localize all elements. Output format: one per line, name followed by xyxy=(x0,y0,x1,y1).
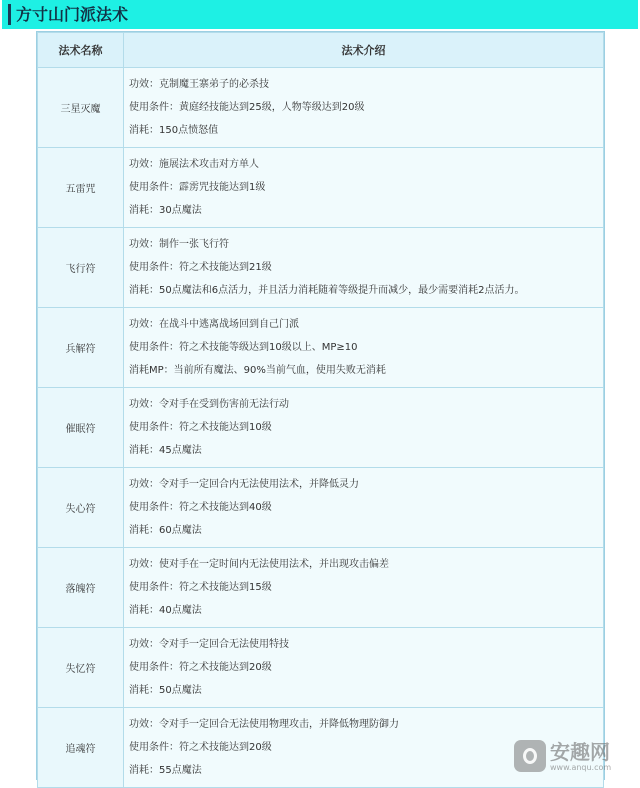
column-header-name: 法术名称 xyxy=(38,33,124,68)
spell-cost: 消耗：55点魔法 xyxy=(129,765,202,776)
spell-effect: 功效：克制魔王寨弟子的必杀技 xyxy=(129,79,269,90)
column-header-description: 法术介绍 xyxy=(124,33,604,68)
watermark-logo-icon xyxy=(514,740,546,772)
table-row xyxy=(38,628,604,708)
section-title-bar xyxy=(2,0,638,29)
spell-name: 失心符 xyxy=(38,468,124,548)
spell-cost: 消耗：60点魔法 xyxy=(129,525,202,536)
spell-requirement: 使用条件：符之术技能达到21级 xyxy=(129,262,272,273)
spell-cost: 消耗：45点魔法 xyxy=(129,445,202,456)
table-row xyxy=(38,388,604,468)
spell-requirement: 使用条件：霹雳咒技能达到1级 xyxy=(129,182,266,193)
page-title: 方寸山门派法术 xyxy=(16,5,129,24)
watermark-url: www.anqu.com xyxy=(550,763,612,772)
table-row xyxy=(38,68,604,148)
spell-name: 飞行符 xyxy=(38,228,124,308)
spell-name: 三星灭魔 xyxy=(38,68,124,148)
spell-name: 五雷咒 xyxy=(38,148,124,228)
spell-description xyxy=(124,388,604,468)
spell-requirement: 使用条件：符之术技能达到15级 xyxy=(129,582,272,593)
spell-requirement: 使用条件：符之术技能达到40级 xyxy=(129,502,272,513)
spell-requirement: 使用条件：符之术技能达到20级 xyxy=(129,662,272,673)
spell-description xyxy=(124,228,604,308)
table-row xyxy=(38,228,604,308)
spell-cost: 消耗MP：当前所有魔法、90%当前气血，使用失败无消耗 xyxy=(129,365,386,376)
spell-effect: 功效：在战斗中逃离战场回到自己门派 xyxy=(129,319,299,330)
spell-name: 落魄符 xyxy=(38,548,124,628)
spell-requirement: 使用条件：符之术技能达到20级 xyxy=(129,742,272,753)
spell-requirement: 使用条件：符之术技能达到10级 xyxy=(129,422,272,433)
spell-cost: 消耗：50点魔法和6点活力，并且活力消耗随着等级提升而减少，最少需要消耗2点活力。 xyxy=(129,285,525,296)
table-row xyxy=(38,548,604,628)
spell-table-container xyxy=(36,31,605,780)
table-row xyxy=(38,468,604,548)
spell-effect: 功效：施展法术攻击对方单人 xyxy=(129,159,259,170)
spell-description xyxy=(124,628,604,708)
spell-description xyxy=(124,468,604,548)
table-row xyxy=(38,308,604,388)
spell-description xyxy=(124,548,604,628)
spell-description xyxy=(124,68,604,148)
watermark-text: 安趣网 xyxy=(550,740,610,764)
spell-effect: 功效：使对手在一定时间内无法使用法术，并出现攻击偏差 xyxy=(129,559,389,570)
spell-table xyxy=(37,32,604,788)
spell-effect: 功效：制作一张飞行符 xyxy=(129,239,229,250)
spell-cost: 消耗：50点魔法 xyxy=(129,685,202,696)
spell-requirement: 使用条件：符之术技能等级达到10级以上、MP≥10 xyxy=(129,342,358,353)
spell-requirement: 使用条件：黄庭经技能达到25级，人物等级达到20级 xyxy=(129,102,365,113)
spell-name: 失忆符 xyxy=(38,628,124,708)
spell-effect: 功效：令对手一定回合无法使用特技 xyxy=(129,639,289,650)
spell-name: 追魂符 xyxy=(38,708,124,788)
title-accent-bar xyxy=(8,4,11,25)
spell-cost: 消耗：40点魔法 xyxy=(129,605,202,616)
spell-description xyxy=(124,308,604,388)
watermark-logo xyxy=(514,740,634,774)
spell-name: 催眠符 xyxy=(38,388,124,468)
spell-cost: 消耗：30点魔法 xyxy=(129,205,202,216)
spell-cost: 消耗：150点愤怒值 xyxy=(129,125,219,136)
spell-name: 兵解符 xyxy=(38,308,124,388)
spell-effect: 功效：令对手一定回合无法使用物理攻击，并降低物理防御力 xyxy=(129,719,399,730)
table-row xyxy=(38,148,604,228)
spell-description xyxy=(124,148,604,228)
spell-effect: 功效：令对手在受到伤害前无法行动 xyxy=(129,399,289,410)
spell-effect: 功效：令对手一定回合内无法使用法术，并降低灵力 xyxy=(129,479,359,490)
